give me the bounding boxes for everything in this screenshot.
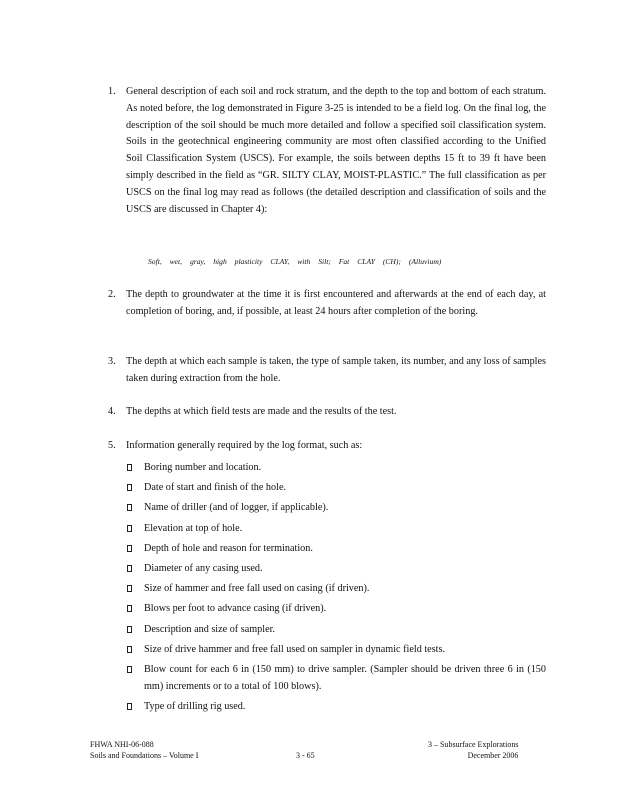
- square-bullet-icon: [127, 545, 132, 552]
- square-bullet-icon: [127, 605, 132, 612]
- square-bullet-icon: [127, 626, 132, 633]
- sublist-item: Blows per foot to advance casing (if driven).: [126, 601, 546, 618]
- item-text: The depth to groundwater at the time it is first encountered and afterwards at the end of each day, at completion of boring, and, if possible, at least 24 hours after completion of the boring.: [126, 289, 546, 317]
- list-item-5: [108, 438, 546, 455]
- sublist-item: Date of start and finish of the hole.: [126, 480, 546, 497]
- footer-volume-title: Soils and Foundations – Volume I: [90, 751, 199, 760]
- item-number: 4.: [108, 406, 116, 417]
- item-text: The depths at which field tests are made and the results of the test.: [126, 406, 397, 417]
- square-bullet-icon: [127, 464, 132, 471]
- square-bullet-icon: [127, 525, 132, 532]
- footer-left: [90, 739, 198, 761]
- footer-page-number: 3 - 65: [296, 751, 315, 760]
- list-item-3: [108, 354, 546, 388]
- item-text: The depth at which each sample is taken, the type of sample taken, its number, and any loss of samples taken during extraction from the hole.: [126, 356, 546, 384]
- list-item-4: [108, 404, 546, 421]
- sublist-item: Size of drive hammer and free fall used on sampler in dynamic field tests.: [126, 642, 546, 659]
- item-number: 5.: [108, 440, 116, 451]
- footer-date: December 2006: [467, 751, 519, 760]
- sublist-item: Elevation at top of hole.: [126, 521, 546, 538]
- square-bullet-icon: [127, 504, 132, 511]
- item-text: General description of each soil and rock stratum, and the depth to the top and bottom of each stratum. As noted before, the log demonstrated in Figure 3-25 is intended to be a field log. On the final log, the description of the soil should be much more detailed and follow a specified soil classification system. Soils in the geotechnical engineering community are most often classified according to the Unified Soil Classification System (USCS). For example, the soils between depths 15 ft to 39 ft have been simply described in the field as “GR. SILTY CLAY, MOIST-PLASTIC.” The full classification as per USCS on the final log may read as follows (the detailed description and classification of soils and the USCS are discussed in Chapter 4):: [126, 86, 546, 215]
- sublist-item: Blow count for each 6 in (150 mm) to drive sampler. (Sampler should be driven three 6 in (150 mm) increments or to a total of 100 blows).: [126, 662, 546, 696]
- item-text: Information generally required by the log format, such as:: [126, 440, 363, 451]
- footer-document-id: FHWA NHI-06-088: [90, 740, 154, 749]
- soil-classification-example: Soft, wet, gray, high plasticity CLAY, with Silt; Fat CLAY (CH); (Alluvium): [148, 257, 442, 266]
- footer-chapter: 3 – Subsurface Explorations: [428, 740, 519, 749]
- sublist-item: Name of driller (and of logger, if applicable).: [126, 500, 546, 517]
- item-number: 3.: [108, 356, 116, 367]
- sublist-item: Boring number and location.: [126, 460, 546, 477]
- footer-right: [428, 739, 518, 761]
- list-item-2: [108, 287, 546, 321]
- item-number: 1.: [108, 86, 116, 97]
- sublist-item: Type of drilling rig used.: [126, 699, 546, 716]
- square-bullet-icon: [127, 565, 132, 572]
- square-bullet-icon: [127, 484, 132, 491]
- log-format-sublist: [126, 460, 546, 719]
- sublist-item: Size of hammer and free fall used on casing (if driven).: [126, 581, 546, 598]
- sublist-item: Depth of hole and reason for termination.: [126, 541, 546, 558]
- sublist-item: Diameter of any casing used.: [126, 561, 546, 578]
- square-bullet-icon: [127, 585, 132, 592]
- list-item-1: [108, 84, 546, 218]
- item-number: 2.: [108, 289, 116, 300]
- square-bullet-icon: [127, 646, 132, 653]
- sublist-item: Description and size of sampler.: [126, 622, 546, 639]
- square-bullet-icon: [127, 666, 132, 673]
- square-bullet-icon: [127, 703, 132, 710]
